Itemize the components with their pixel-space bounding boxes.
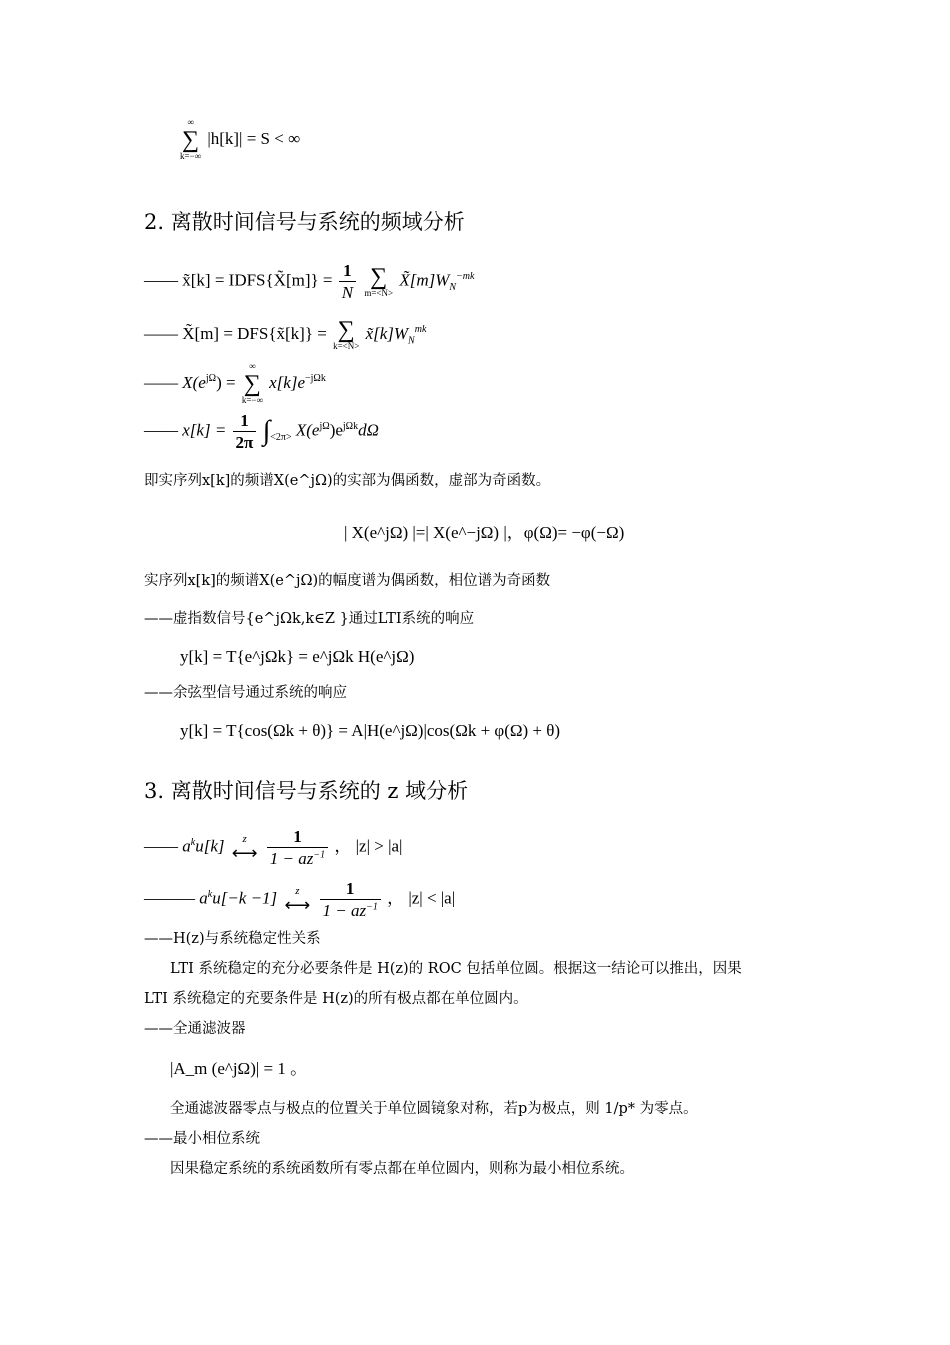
equation-lhs: a — [199, 888, 208, 908]
arrow-symbol: ⟷ — [284, 894, 311, 915]
item-stability: ——H(z)与系统稳定性关系 — [144, 931, 321, 947]
equation-anticausal-z-pair — [144, 880, 455, 919]
region-of-convergence: ， |z| < |a| — [387, 888, 456, 908]
equation-body-mid: )e — [329, 420, 343, 440]
sum-upper-limit: ∞ — [249, 361, 256, 371]
item-allpass-filter: ——全通滤波器 — [144, 1021, 246, 1037]
superscript: jΩ — [205, 373, 217, 385]
fraction-numerator: 1 — [267, 828, 328, 848]
superscript: k — [190, 836, 196, 848]
fraction-numerator: 1 — [233, 412, 257, 432]
sigma-symbol: ∑ — [337, 317, 355, 343]
item-minimum-phase: ——最小相位系统 — [144, 1131, 260, 1147]
equation-absolute-summability — [178, 118, 300, 162]
equation-lhs: X(e — [182, 372, 206, 392]
equation-symmetry: | X(e^jΩ) |=| X(e^−jΩ) |，φ(Ω)= −φ(−Ω) — [344, 523, 625, 542]
dash: —— — [144, 836, 178, 856]
fraction-numerator: 1 — [339, 262, 356, 282]
equation-allpass: |A_m (e^jΩ)| = 1 。 — [170, 1059, 308, 1078]
subscript: N — [408, 335, 415, 347]
sum-lower-limit: k=<N> — [333, 341, 360, 351]
item-complex-exponential: ——虚指数信号{e^jΩk,k∈Z }通过LTI系统的响应 — [144, 611, 475, 627]
equation-causal-z-pair — [144, 828, 402, 867]
fraction-denominator: 1 − az — [322, 901, 367, 920]
superscript: −mk — [456, 270, 475, 282]
superscript: −jΩk — [305, 373, 326, 385]
sum-lower-limit: k=−∞ — [241, 394, 263, 405]
equation-lhs: x̃[k] = IDFS{X̃[m]} = — [182, 270, 333, 290]
equation-idtft — [144, 412, 379, 451]
note-magnitude-phase: 实序列x[k]的频谱X(e^jΩ)的幅度谱为偶函数，相位谱为奇函数 — [144, 573, 551, 589]
dash: —— — [144, 323, 178, 343]
z-transform-arrow — [232, 834, 258, 861]
paragraph-minimum-phase: 因果稳定系统的系统函数所有零点都在单位圆内，则称为最小相位系统。 — [170, 1161, 634, 1177]
sum-operator — [242, 362, 263, 406]
dash: —— — [144, 420, 178, 440]
section-2-heading: 2. 离散时间信号与系统的频域分析 — [144, 210, 465, 234]
arrow-label: z — [242, 832, 247, 845]
equation-lhs: a — [182, 836, 191, 856]
subscript: N — [449, 281, 457, 293]
superscript: −1 — [313, 849, 326, 861]
equation-idfs — [144, 262, 474, 301]
equation-body: |h[k]| = S < ∞ — [207, 128, 301, 148]
fraction — [267, 828, 328, 867]
sum-operator — [180, 118, 201, 162]
region-of-convergence: ， |z| > |a| — [334, 836, 403, 856]
superscript: jΩ — [319, 420, 330, 432]
equation-lhs-tail: u[k] — [195, 836, 225, 856]
sum-operator — [364, 265, 393, 299]
equation-lhs-tail: ) = — [216, 372, 236, 392]
equation-cos-response: y[k] = T{cos(Ωk + θ)} = A|H(e^jΩ)|cos(Ωk + φ(Ω) + θ) — [180, 721, 561, 740]
item-cosine-response: ——余弦型信号通过系统的响应 — [144, 685, 347, 701]
section-3-heading: 3. 离散时间信号与系统的 z 域分析 — [144, 779, 469, 803]
fraction-denominator: 1 − az — [269, 849, 314, 868]
equation-body: X̃[m]W — [399, 270, 450, 290]
dash: ——— — [144, 888, 195, 908]
fraction-denominator: N — [341, 283, 354, 302]
superscript: jΩk — [342, 420, 359, 432]
equation-exp-response: y[k] = T{e^jΩk} = e^jΩk H(e^jΩ) — [180, 647, 415, 666]
equation-dtft — [144, 362, 326, 406]
fraction — [233, 412, 257, 451]
equation-lhs: x[k] = — [182, 420, 227, 440]
z-transform-arrow — [284, 886, 310, 913]
paragraph-stability-line-1: LTI 系统稳定的充分必要条件是 H(z)的 ROC 包括单位圆。根据这一结论可以推出，因果 — [170, 961, 742, 977]
fraction — [320, 880, 381, 919]
arrow-symbol: ⟷ — [231, 842, 258, 863]
sum-lower-limit: m=<N> — [364, 287, 394, 298]
equation-lhs: X̃[m] = DFS{x̃[k]} = — [182, 323, 327, 343]
equation-body: x̃[k]W — [365, 323, 409, 343]
fraction-numerator: 1 — [320, 880, 381, 900]
sum-operator — [333, 318, 359, 352]
equation-lhs-tail: u[−k −1] — [212, 888, 278, 908]
fraction-denominator: 2π — [235, 433, 254, 452]
arrow-label: z — [295, 884, 300, 897]
equation-dfs — [144, 318, 426, 352]
superscript: k — [207, 888, 213, 900]
integral-lower-limit: <2π> — [270, 431, 292, 443]
paragraph-stability-line-2: LTI 系统稳定的充要条件是 H(z)的所有极点都在单位圆内。 — [144, 991, 528, 1007]
superscript: mk — [414, 324, 427, 336]
fraction — [339, 262, 356, 301]
dash: —— — [144, 270, 178, 290]
equation-body: X(e — [295, 420, 320, 440]
sigma-symbol: ∑ — [181, 126, 200, 153]
sum-upper-limit: ∞ — [187, 117, 194, 127]
sigma-symbol: ∑ — [370, 263, 388, 290]
integral-symbol: ∫ — [262, 415, 271, 447]
sigma-symbol: ∑ — [243, 370, 261, 397]
note-real-sequence: 即实序列x[k]的频谱X(e^jΩ)的实部为偶函数，虚部为奇函数。 — [144, 473, 551, 489]
equation-body-tail: dΩ — [358, 420, 379, 440]
sum-lower-limit: k=−∞ — [180, 150, 202, 161]
paragraph-allpass: 全通滤波器零点与极点的位置关于单位圆镜象对称，若p为极点，则 1/p* 为零点。 — [170, 1101, 698, 1117]
dash: —— — [144, 372, 178, 392]
superscript: −1 — [366, 901, 378, 913]
equation-body: x[k]e — [269, 372, 306, 392]
